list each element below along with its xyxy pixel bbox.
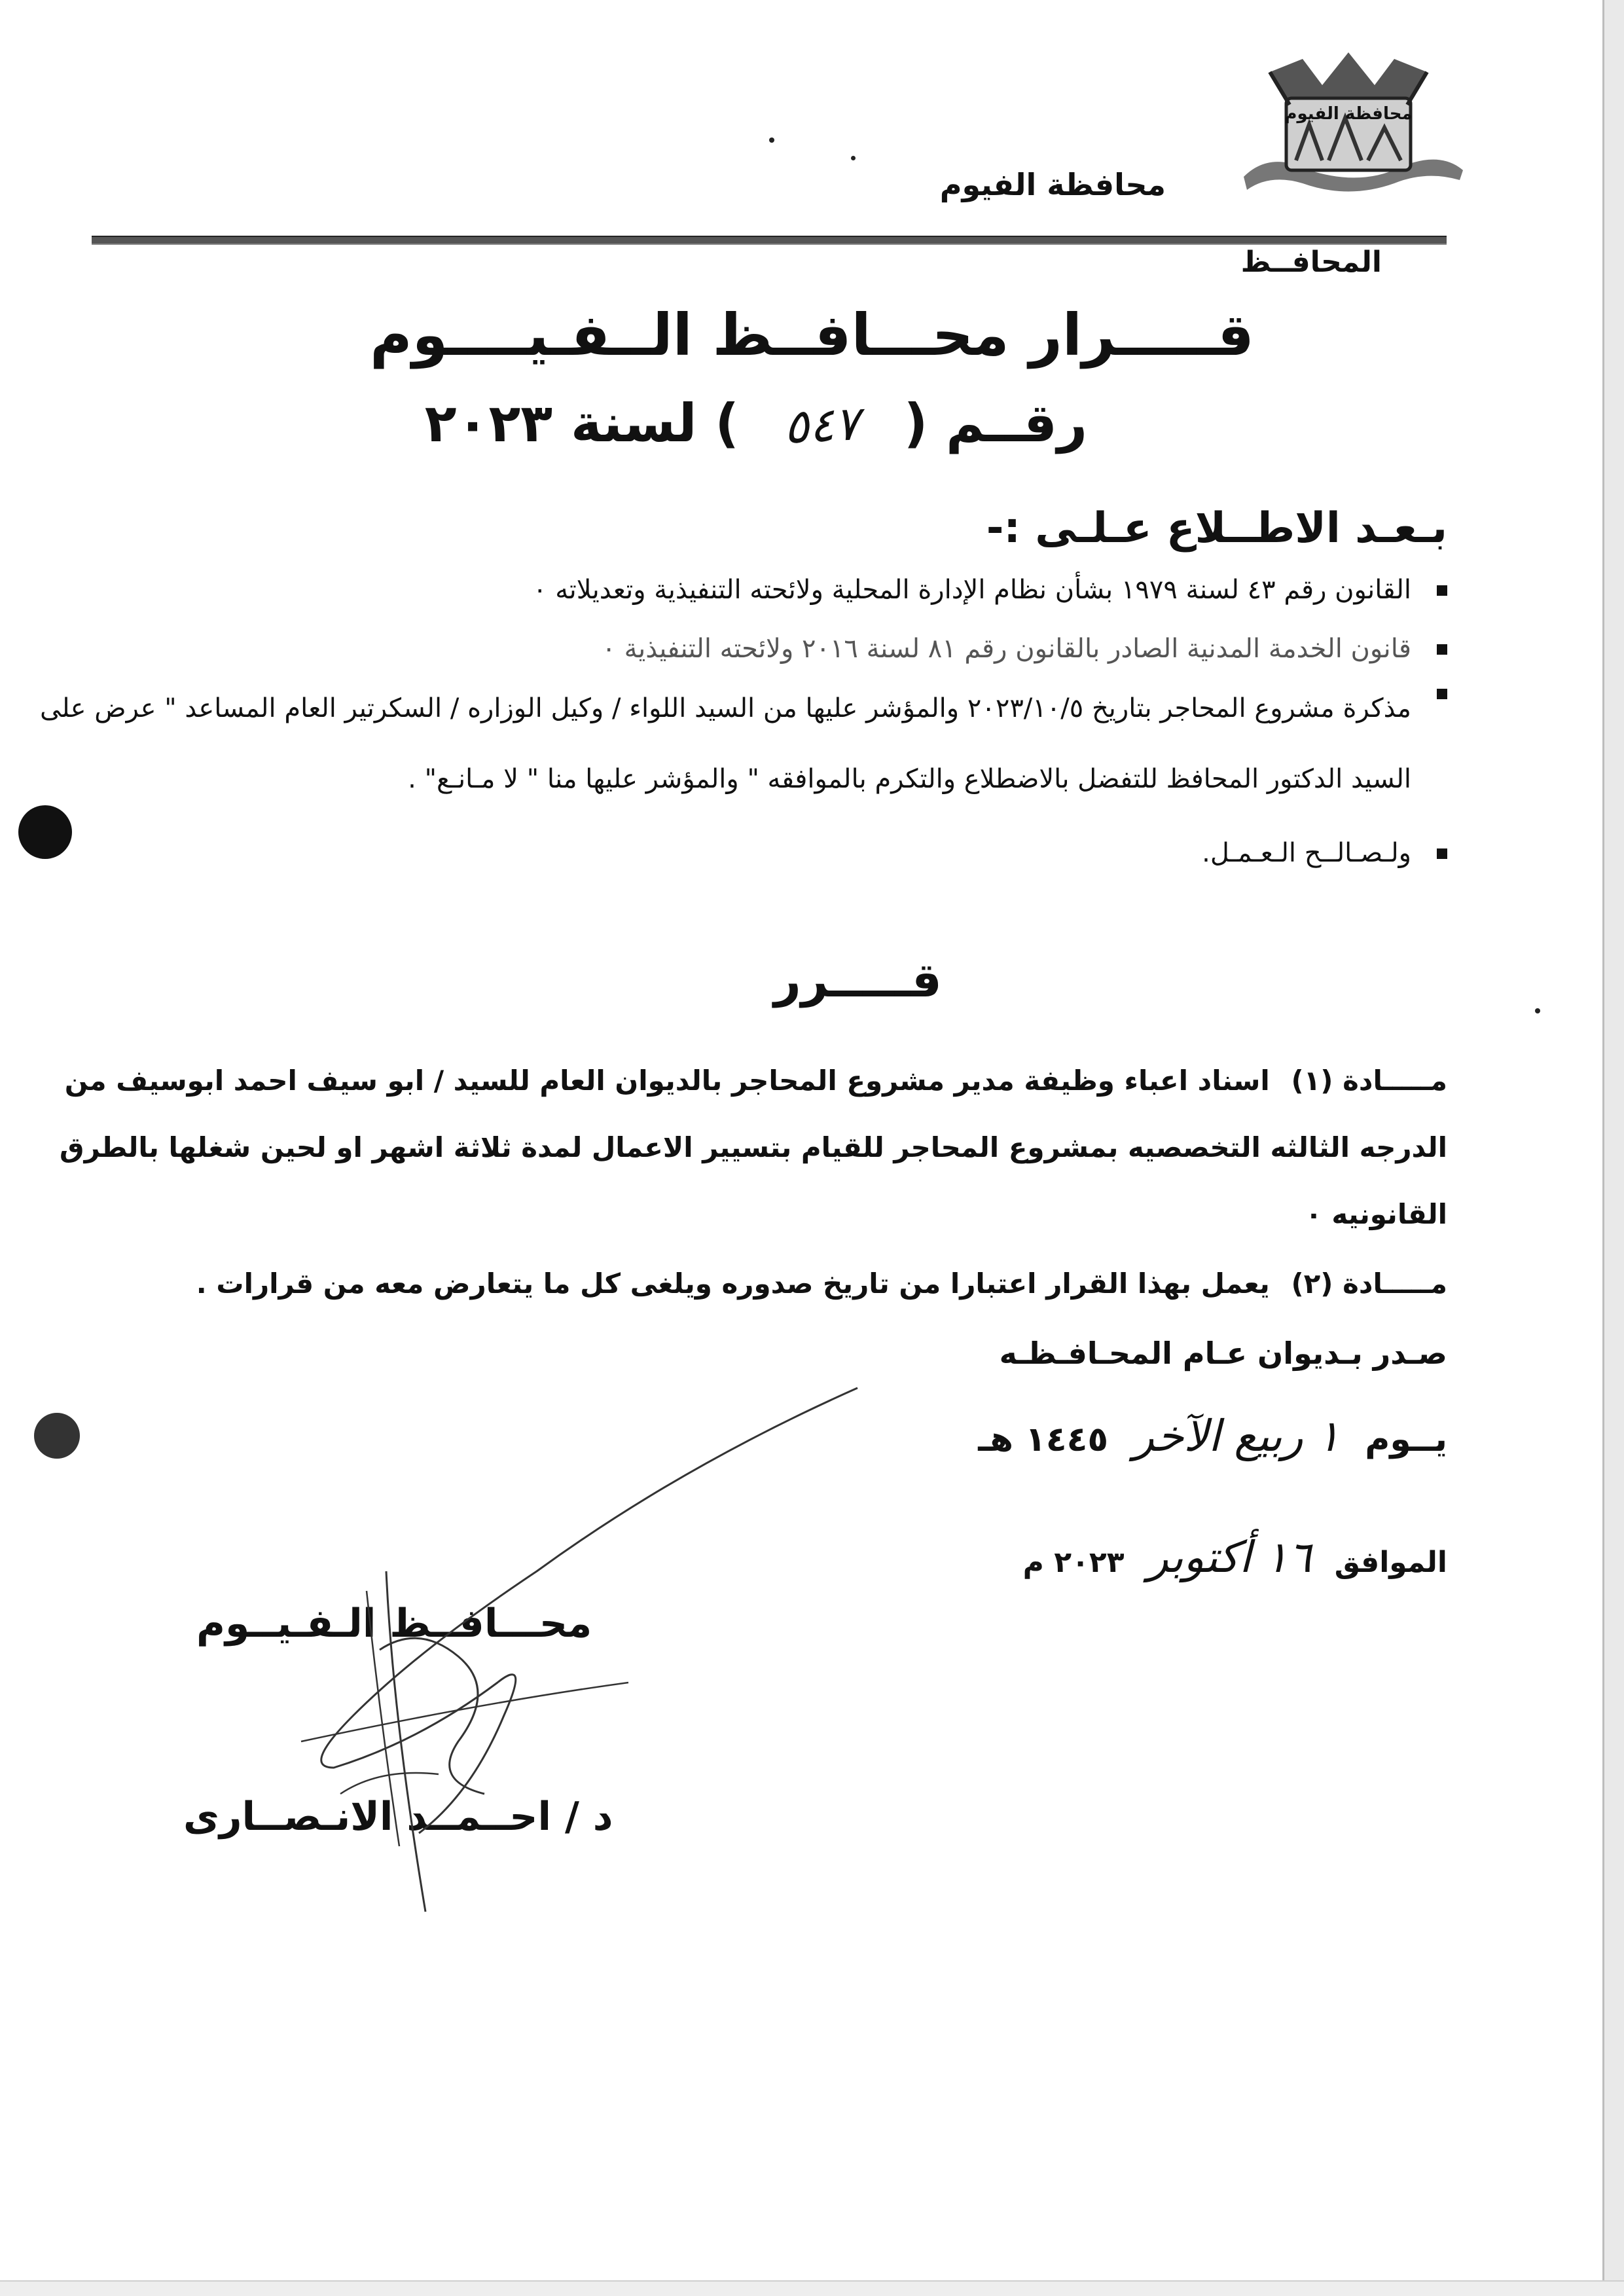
header-divider bbox=[92, 236, 1447, 245]
preamble-heading: بـعـد الاطــلاع عـلـى :- bbox=[986, 504, 1447, 553]
hijri-date-suffix: ١٤٤٥ هـ bbox=[978, 1420, 1109, 1459]
article-text: اسناد اعباء وظيفة مدير مشروع المحاجر بالديوان العام للسيد / ابو سيف احمد ابوسيف من الدرجه الثالثه التخصصيه بمشروع المحاجر للقيام بتسيير الاعمال لمدة ثلاثة اشهر او لحين شغلها بالطرق القانونيه ٠ bbox=[60, 1065, 1447, 1230]
article-label: مـــــادة (٢) bbox=[1291, 1267, 1447, 1300]
governorate-name: محافظة الفيوم bbox=[939, 167, 1166, 202]
hijri-date-prefix: يــوم bbox=[1365, 1420, 1447, 1459]
gregorian-date-prefix: الموافق bbox=[1334, 1546, 1447, 1579]
signatory-title: محـــافــظ الـفـيــوم bbox=[196, 1601, 592, 1647]
decree-number-line bbox=[425, 393, 1087, 454]
gregorian-date-suffix: ٢٠٢٣ م bbox=[1022, 1546, 1125, 1579]
decree-title: قـــــرار محـــافــظ الــفـيــــوم bbox=[370, 301, 1254, 369]
office-label: المحافــظ bbox=[1240, 246, 1382, 279]
hijri-date-handwritten: ١ ربيع الآخر bbox=[1133, 1411, 1341, 1461]
punch-hole bbox=[34, 1413, 80, 1459]
clause-item: ولـصـالــح الـعـمـل. bbox=[40, 833, 1447, 873]
clause-item: قانون الخدمة المدنية الصادر بالقانون رقم ٨١ لسنة ٢٠١٦ ولائحته التنفيذية ٠ bbox=[40, 629, 1447, 669]
gregorian-date-line bbox=[1023, 1532, 1447, 1582]
article-text: يعمل بهذا القرار اعتبارا من تاريخ صدوره ويلغى كل ما يتعارض معه من قرارات . bbox=[196, 1267, 1270, 1300]
preamble-clauses bbox=[40, 570, 1447, 892]
scan-speck bbox=[1535, 1008, 1540, 1013]
handwritten-signature bbox=[223, 1375, 877, 1931]
clause-item: القانون رقم ٤٣ لسنة ١٩٧٩ بشأن نظام الإدارة المحلية ولائحته التنفيذية وتعديلاته ٠ bbox=[40, 570, 1447, 610]
scan-bottom-edge bbox=[0, 2280, 1624, 2296]
hijri-date-line bbox=[978, 1411, 1447, 1461]
article-2 bbox=[40, 1250, 1447, 1317]
issued-at-line: صـدر بـديوان عـام المحـافـظـه bbox=[999, 1336, 1447, 1371]
punch-hole bbox=[18, 805, 72, 859]
article-1 bbox=[40, 1048, 1447, 1248]
clause-item: مذكرة مشروع المحاجر بتاريخ ٢٠٢٣/١٠/٥ والمؤشر عليها من السيد اللواء / وكيل الوزاره / السكرتير العام المساعد " عرض على السيد الدكتور المحافظ للتفضل بالاضطلاع والتكرم بالموافقه " والمؤشر عليها منا " لا مـانـع" . bbox=[40, 673, 1447, 814]
article-label: مـــــادة (١) bbox=[1291, 1065, 1447, 1097]
logo-text: محافظة الفيوم bbox=[1284, 104, 1413, 124]
decision-heading: قـــــرر bbox=[774, 953, 942, 1008]
signatory-name: د / احــمــد الانـصــارى bbox=[183, 1794, 613, 1840]
decree-number-handwritten: ٥٤٧ bbox=[782, 395, 861, 454]
scan-speck bbox=[769, 137, 774, 143]
scan-speck bbox=[851, 156, 856, 160]
gregorian-date-handwritten: ١٦ أكتوبر bbox=[1147, 1532, 1312, 1582]
decree-number-suffix: ) لسنة ٢٠٢٣ bbox=[424, 393, 739, 454]
governorate-logo-emblem bbox=[1231, 46, 1466, 203]
decree-number-prefix: رقــم ( bbox=[903, 393, 1087, 454]
